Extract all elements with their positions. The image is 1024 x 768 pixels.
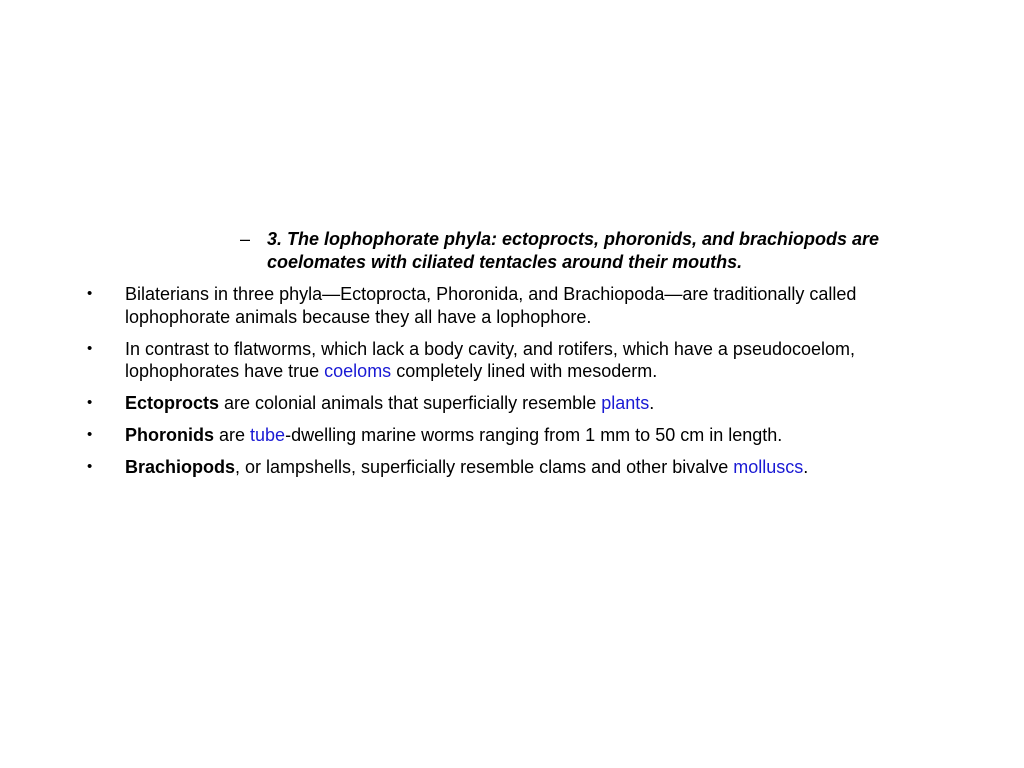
tube-link[interactable]: tube [250, 425, 286, 445]
term-brachiopods: Brachiopods [125, 457, 236, 477]
bullet-item-ectoprocts [85, 392, 965, 415]
bullet-item-phoronids [85, 424, 965, 447]
bullet-dot-icon: • [87, 458, 93, 475]
plants-link[interactable]: plants [601, 393, 650, 413]
bullet-item-coeloms [85, 338, 965, 383]
bullet-dot-icon: • [87, 394, 93, 411]
bullet-dot-icon: • [87, 426, 93, 443]
bullet-list [85, 283, 965, 488]
heading-text: 3. The lophophorate phyla: ectoprocts, phoronids, and brachiopods are coelomates with ciliated tentacles around their mouths. [267, 229, 880, 272]
bullet-text-after: -dwelling marine worms ranging from 1 mm to 50 cm in length. [285, 425, 783, 445]
bullet-text-after: . [649, 393, 655, 413]
bullet-text-before: , or lampshells, superficially resemble clams and other bivalve [235, 457, 734, 477]
bullet-dot-icon: • [87, 285, 93, 302]
molluscs-link[interactable]: molluscs [733, 457, 804, 477]
bullet-text-before: In contrast to flatworms, which lack a body cavity, and rotifers, which have a pseudocoelom, lophophorates have true [125, 338, 856, 381]
term-phoronids: Phoronids [125, 425, 214, 445]
term-ectoprocts: Ectoprocts [125, 393, 220, 413]
bullet-text-after: completely lined with mesoderm. [391, 361, 658, 381]
bullet-item-brachiopods [85, 456, 965, 479]
bullet-item-lophophorate [85, 283, 965, 328]
bullet-text-before: are colonial animals that superficially resemble [219, 393, 602, 413]
coeloms-link[interactable]: coeloms [324, 361, 392, 381]
slide-heading [240, 228, 940, 274]
bullet-text-before: are [214, 425, 251, 445]
heading-dash: – [240, 229, 251, 249]
bullet-dot-icon: • [87, 339, 93, 357]
bullet-text: Bilaterians in three phyla—Ectoprocta, Phoronida, and Brachiopoda—are traditionally called lophophorate animals because they all have a lophophore. [125, 284, 857, 327]
bullet-text-after: . [803, 457, 809, 477]
